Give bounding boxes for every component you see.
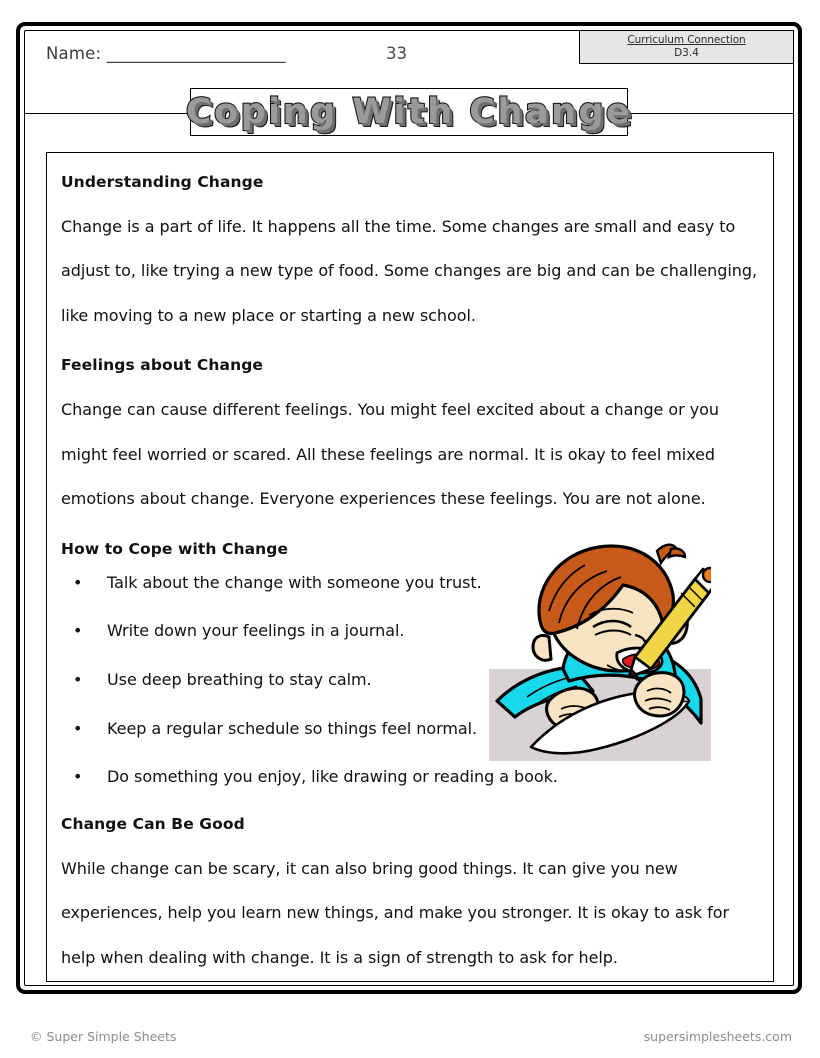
section-paragraph: While change can be scary, it can also bring good things. It can give you new experiences, help you learn new things, and make you stronger. It is okay to ask for help when dealing with change. It is a sign of strength to ask for help.	[61, 858, 730, 967]
list-item-label: Write down your feelings in a journal.	[107, 621, 405, 641]
list-item-label: Keep a regular schedule so things feel normal.	[107, 718, 478, 738]
bullet-icon: •	[73, 670, 83, 689]
name-blank-line: _______________________	[106, 44, 285, 63]
bullet-icon: •	[73, 767, 83, 787]
list-item-label: Do something you enjoy, like drawing or reading a book.	[107, 767, 558, 787]
boy-writing-illustration	[489, 541, 711, 761]
curriculum-connection-code: D3.4	[674, 47, 699, 60]
section-heading: Change Can Be Good	[61, 814, 245, 833]
bullet-icon: •	[73, 718, 83, 738]
list-item-label: Use deep breathing to stay calm.	[107, 670, 372, 689]
bullet-icon: •	[73, 621, 83, 641]
curriculum-connection-title: Curriculum Connection	[627, 34, 746, 46]
page-number: 33	[386, 44, 407, 63]
section-paragraph: Change is a part of life. It happens all the time. Some changes are small and easy to adjust to, like trying a new type of food. Some changes are big and can be challenging, like moving to a new place or starting a new school.	[61, 217, 757, 325]
section-paragraph: Change can cause different feelings. You might feel excited about a change or you might feel worried or scared. All these feelings are normal. It is okay to feel mixed emotions about change. Everyone experiences these feelings. You are not alone.	[61, 400, 719, 509]
footer-website[interactable]: supersimplesheets.com	[643, 1029, 792, 1044]
section-understanding-change	[61, 173, 761, 338]
name-label: Name:	[46, 44, 102, 63]
curriculum-connection-badge	[579, 30, 794, 64]
bullet-icon: •	[73, 572, 83, 592]
list-item	[61, 766, 761, 788]
section-heading: Feelings about Change	[61, 356, 264, 375]
footer-copyright: © Super Simple Sheets	[30, 1029, 177, 1044]
worksheet-header	[24, 30, 794, 88]
title-banner	[185, 88, 633, 136]
section-heading: Understanding Change	[61, 173, 264, 191]
name-field[interactable]	[46, 44, 285, 63]
page-title: Coping With Change	[185, 91, 633, 132]
section-change-can-be-good	[61, 815, 761, 980]
list-item-label: Talk about the change with someone you trust.	[107, 572, 482, 592]
section-heading: How to Cope with Change	[61, 539, 289, 558]
section-feelings-about-change	[61, 356, 761, 521]
